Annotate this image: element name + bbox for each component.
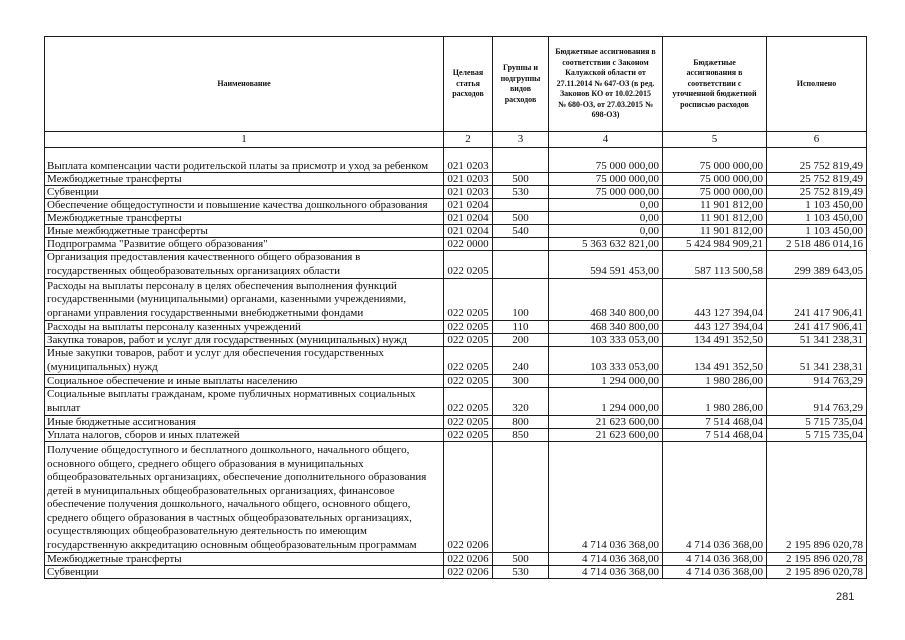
expense-group-cell: 240 <box>493 347 549 375</box>
law-allocation-cell: 468 340 800,00 <box>549 321 663 334</box>
refined-allocation-cell: 1 980 286,00 <box>663 375 767 388</box>
item-name-cell: Иные бюджетные ассигнования <box>45 416 444 429</box>
expense-group-cell: 200 <box>493 334 549 347</box>
law-allocation-cell: 4 714 036 368,00 <box>549 566 663 579</box>
refined-allocation-cell: 75 000 000,00 <box>663 186 767 199</box>
item-name-cell: Иные межбюджетные трансферты <box>45 225 444 238</box>
law-allocation-cell: 75 000 000,00 <box>549 148 663 173</box>
item-name-cell: Межбюджетные трансферты <box>45 553 444 566</box>
item-name-cell: Расходы на выплаты персоналу в целях обеспечения выполнения функций государственными (муниципальными) органами, казенными учреждениями, органами управления государственными внебюджетными фондами <box>45 279 444 321</box>
header-law-allocations: Бюджетные ассигнования в соответствии с Законом Калужской области от 27.11.2014 № 647-ОЗ (в ред. Законов КО от 10.02.2015 № 680-ОЗ, от 27.03.2015 № 698-ОЗ) <box>549 37 663 132</box>
law-allocation-cell: 103 333 053,00 <box>549 347 663 375</box>
expense-group-cell: 500 <box>493 173 549 186</box>
expense-group-cell: 110 <box>493 321 549 334</box>
target-article-cell: 021 0204 <box>444 225 493 238</box>
executed-cell: 914 763,29 <box>767 388 867 416</box>
item-name-cell: Межбюджетные трансферты <box>45 173 444 186</box>
law-allocation-cell: 0,00 <box>549 199 663 212</box>
law-allocation-cell: 21 623 600,00 <box>549 416 663 429</box>
executed-cell: 299 389 643,05 <box>767 251 867 279</box>
table-row <box>45 375 867 388</box>
table-row <box>45 566 867 579</box>
expense-group-cell: 500 <box>493 553 549 566</box>
refined-allocation-cell: 75 000 000,00 <box>663 173 767 186</box>
expense-group-cell <box>493 238 549 251</box>
table-row <box>45 225 867 238</box>
law-allocation-cell: 0,00 <box>549 212 663 225</box>
expense-group-cell: 800 <box>493 416 549 429</box>
item-name-cell: Иные закупки товаров, работ и услуг для обеспечения государственных (муниципальных) нужд <box>45 347 444 375</box>
expense-group-cell: 540 <box>493 225 549 238</box>
expense-group-cell <box>493 442 549 553</box>
item-name-cell: Подпрограмма "Развитие общего образования" <box>45 238 444 251</box>
table-row <box>45 416 867 429</box>
item-name-cell: Выплата компенсации части родительской платы за присмотр и уход за ребенком <box>45 148 444 173</box>
target-article-cell: 021 0204 <box>444 199 493 212</box>
law-allocation-cell: 4 714 036 368,00 <box>549 553 663 566</box>
column-number: 2 <box>444 132 493 148</box>
refined-allocation-cell: 134 491 352,50 <box>663 334 767 347</box>
target-article-cell: 022 0000 <box>444 238 493 251</box>
target-article-cell: 021 0203 <box>444 173 493 186</box>
refined-allocation-cell: 5 424 984 909,21 <box>663 238 767 251</box>
executed-cell: 5 715 735,04 <box>767 429 867 442</box>
header-executed: Исполнено <box>767 37 867 132</box>
item-name-cell: Закупка товаров, работ и услуг для государственных (муниципальных) нужд <box>45 334 444 347</box>
executed-cell: 241 417 906,41 <box>767 279 867 321</box>
item-name-cell: Социальные выплаты гражданам, кроме публичных нормативных социальных выплат <box>45 388 444 416</box>
refined-allocation-cell: 7 514 468,04 <box>663 416 767 429</box>
column-number: 1 <box>45 132 444 148</box>
target-article-cell: 022 0206 <box>444 566 493 579</box>
executed-cell: 1 103 450,00 <box>767 225 867 238</box>
target-article-cell: 022 0205 <box>444 334 493 347</box>
expense-group-cell: 320 <box>493 388 549 416</box>
table-row <box>45 334 867 347</box>
executed-cell: 2 518 486 014,16 <box>767 238 867 251</box>
table-row <box>45 279 867 321</box>
executed-cell: 51 341 238,31 <box>767 347 867 375</box>
executed-cell: 2 195 896 020,78 <box>767 442 867 553</box>
law-allocation-cell: 594 591 453,00 <box>549 251 663 279</box>
expense-group-cell: 850 <box>493 429 549 442</box>
item-name-cell: Расходы на выплаты персоналу казенных учреждений <box>45 321 444 334</box>
law-allocation-cell: 75 000 000,00 <box>549 186 663 199</box>
target-article-cell: 022 0205 <box>444 347 493 375</box>
target-article-cell: 021 0203 <box>444 186 493 199</box>
column-number: 6 <box>767 132 867 148</box>
law-allocation-cell: 4 714 036 368,00 <box>549 442 663 553</box>
executed-cell: 25 752 819,49 <box>767 173 867 186</box>
executed-cell: 25 752 819,49 <box>767 148 867 173</box>
executed-cell: 5 715 735,04 <box>767 416 867 429</box>
table-row <box>45 553 867 566</box>
executed-cell: 241 417 906,41 <box>767 321 867 334</box>
header-refined-allocations: Бюджетные ассигнования в соответствии с уточненной бюджетной росписью расходов <box>663 37 767 132</box>
executed-cell: 25 752 819,49 <box>767 186 867 199</box>
table-row <box>45 199 867 212</box>
table-row <box>45 148 867 173</box>
table-row <box>45 429 867 442</box>
expense-group-cell: 530 <box>493 186 549 199</box>
item-name-cell: Обеспечение общедоступности и повышение качества дошкольного образования <box>45 199 444 212</box>
refined-allocation-cell: 11 901 812,00 <box>663 225 767 238</box>
target-article-cell: 022 0206 <box>444 442 493 553</box>
law-allocation-cell: 468 340 800,00 <box>549 279 663 321</box>
law-allocation-cell: 1 294 000,00 <box>549 375 663 388</box>
target-article-cell: 022 0205 <box>444 388 493 416</box>
table-row <box>45 251 867 279</box>
law-allocation-cell: 103 333 053,00 <box>549 334 663 347</box>
executed-cell: 1 103 450,00 <box>767 212 867 225</box>
target-article-cell: 022 0205 <box>444 416 493 429</box>
expense-group-cell: 500 <box>493 212 549 225</box>
refined-allocation-cell: 443 127 394,04 <box>663 279 767 321</box>
refined-allocation-cell: 7 514 468,04 <box>663 429 767 442</box>
page-number: 281 <box>836 591 855 603</box>
executed-cell: 2 195 896 020,78 <box>767 553 867 566</box>
item-name-cell: Уплата налогов, сборов и иных платежей <box>45 429 444 442</box>
target-article-cell: 022 0205 <box>444 429 493 442</box>
refined-allocation-cell: 1 980 286,00 <box>663 388 767 416</box>
expense-group-cell <box>493 251 549 279</box>
law-allocation-cell: 0,00 <box>549 225 663 238</box>
table-row <box>45 173 867 186</box>
refined-allocation-cell: 11 901 812,00 <box>663 199 767 212</box>
target-article-cell: 022 0206 <box>444 553 493 566</box>
target-article-cell: 022 0205 <box>444 251 493 279</box>
table-row <box>45 347 867 375</box>
expense-group-cell <box>493 199 549 212</box>
refined-allocation-cell: 4 714 036 368,00 <box>663 566 767 579</box>
item-name-cell: Социальное обеспечение и иные выплаты населению <box>45 375 444 388</box>
table-row <box>45 238 867 251</box>
item-name-cell: Субвенции <box>45 566 444 579</box>
expense-group-cell: 100 <box>493 279 549 321</box>
law-allocation-cell: 21 623 600,00 <box>549 429 663 442</box>
target-article-cell: 021 0203 <box>444 148 493 173</box>
refined-allocation-cell: 134 491 352,50 <box>663 347 767 375</box>
header-name: Наименование <box>45 37 444 132</box>
item-name-cell: Получение общедоступного и бесплатного дошкольного, начального общего, основного общего, среднего общего образования в муниципальных общеобразовательных организациях, обеспечение дополнительного образования детей в муниципальных общеобразовательных организациях, финансовое обеспечение получения дошкольного, начального общего, основного общего, среднего общего образования в частных общеобразовательных организациях, осуществляющих общеобразовательную деятельность по имеющим государственную аккредитацию основным общеобразовательным программам <box>45 442 444 553</box>
header-expense-groups: Группы и подгруппы видов расходов <box>493 37 549 132</box>
table-row <box>45 186 867 199</box>
target-article-cell: 022 0205 <box>444 279 493 321</box>
budget-execution-table <box>44 36 867 579</box>
executed-cell: 51 341 238,31 <box>767 334 867 347</box>
table-row <box>45 442 867 553</box>
table-header-row <box>45 37 867 132</box>
refined-allocation-cell: 587 113 500,58 <box>663 251 767 279</box>
item-name-cell: Организация предоставления качественного общего образования в государственных общеобразовательных организациях области <box>45 251 444 279</box>
table-row <box>45 212 867 225</box>
expense-group-cell: 530 <box>493 566 549 579</box>
target-article-cell: 021 0204 <box>444 212 493 225</box>
target-article-cell: 022 0205 <box>444 321 493 334</box>
law-allocation-cell: 75 000 000,00 <box>549 173 663 186</box>
expense-group-cell <box>493 148 549 173</box>
law-allocation-cell: 1 294 000,00 <box>549 388 663 416</box>
column-number: 5 <box>663 132 767 148</box>
target-article-cell: 022 0205 <box>444 375 493 388</box>
executed-cell: 914 763,29 <box>767 375 867 388</box>
header-target-article: Целевая статья расходов <box>444 37 493 132</box>
table-row <box>45 388 867 416</box>
refined-allocation-cell: 4 714 036 368,00 <box>663 442 767 553</box>
law-allocation-cell: 5 363 632 821,00 <box>549 238 663 251</box>
column-number: 4 <box>549 132 663 148</box>
table-row <box>45 321 867 334</box>
refined-allocation-cell: 443 127 394,04 <box>663 321 767 334</box>
refined-allocation-cell: 11 901 812,00 <box>663 212 767 225</box>
column-number: 3 <box>493 132 549 148</box>
column-number-row <box>45 132 867 148</box>
executed-cell: 2 195 896 020,78 <box>767 566 867 579</box>
refined-allocation-cell: 4 714 036 368,00 <box>663 553 767 566</box>
expense-group-cell: 300 <box>493 375 549 388</box>
item-name-cell: Межбюджетные трансферты <box>45 212 444 225</box>
refined-allocation-cell: 75 000 000,00 <box>663 148 767 173</box>
item-name-cell: Субвенции <box>45 186 444 199</box>
executed-cell: 1 103 450,00 <box>767 199 867 212</box>
